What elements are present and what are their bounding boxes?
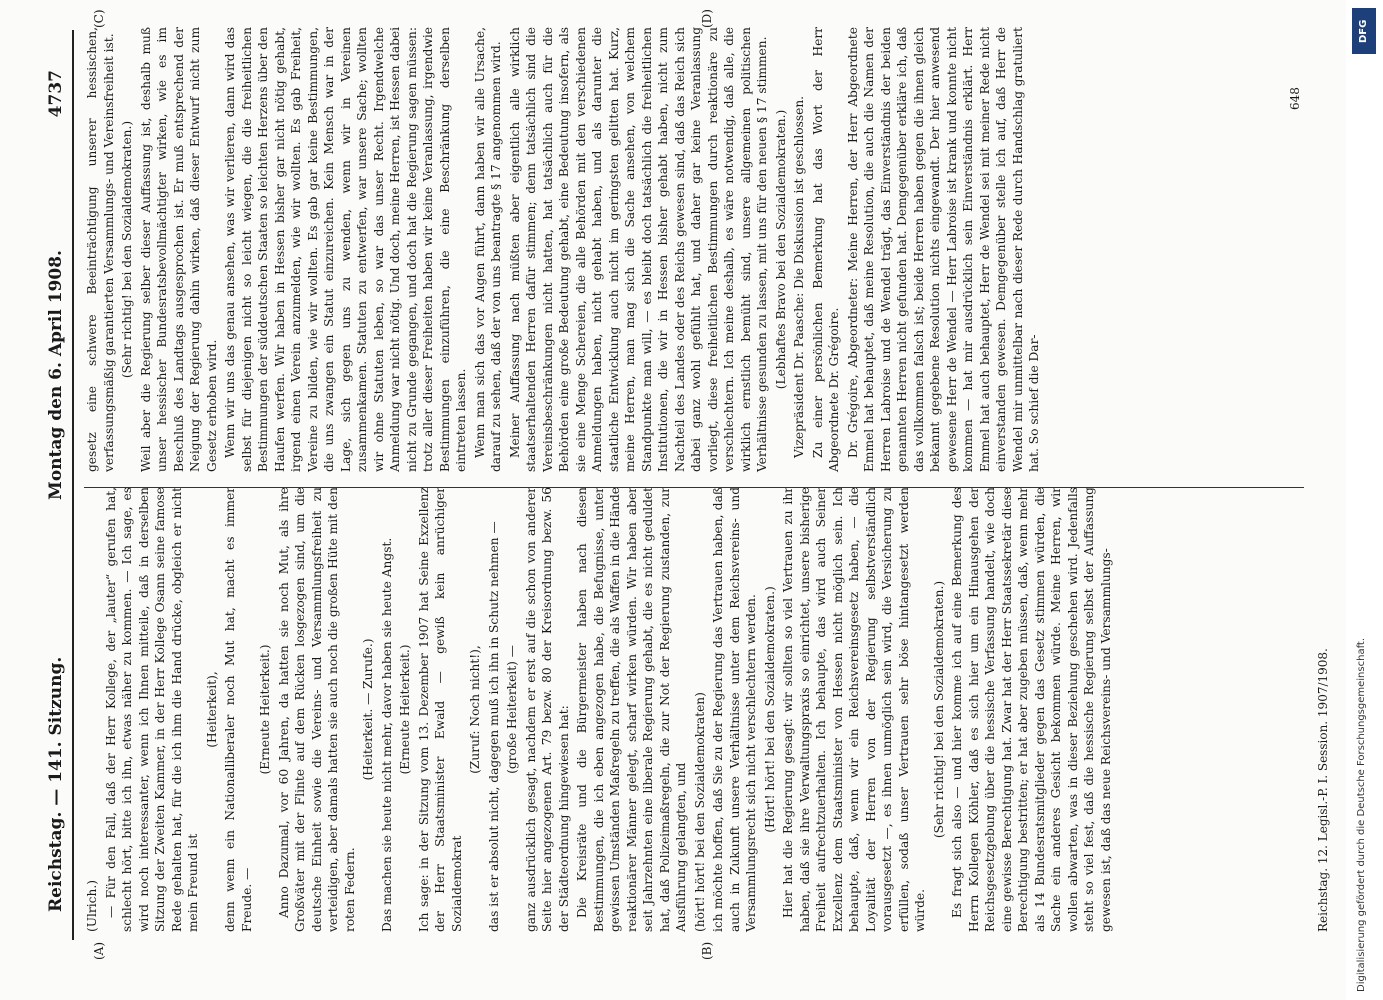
- dfg-credit: Digitalisierung gefördert durch die Deutsche Forschungsgemeinschaft.: [1356, 637, 1367, 992]
- paragraph: (Sehr richtig! bei den Sozialdemokraten.): [931, 580, 946, 839]
- paragraph: (Heiterkeit. — Zurufe.): [361, 638, 375, 781]
- page-number: 4737: [46, 70, 66, 118]
- dfg-logo: DFG: [1352, 8, 1376, 54]
- right-column: [84, 27, 1045, 472]
- margin-marker-a: (A): [92, 941, 106, 960]
- paragraph: Anno Dazumal, vor 60 Jahren, da hatten sie noch Mut, als ihre Großväter mit der Flinte auf dem Rücken losgezogen sind, um die deutsche Einheit sowie die Vereins- und Versammlungsfreiheit zu verteidigen, aber damals hatten sie auch noch die großen Hüte mit den roten Federn.: [276, 487, 357, 932]
- paragraph: (Erneute Heiterkeit.): [258, 644, 272, 775]
- paragraph: (Ulrich.): [85, 880, 99, 932]
- left-column: [84, 487, 1116, 932]
- paragraph: das ist er absolut nicht, dagegen muß ich ihn in Schutz nehmen —: [486, 521, 501, 932]
- paragraph: (Lebhaftes Bravo bei den Sozialdemokraten.): [773, 109, 788, 390]
- header-rule: [72, 30, 74, 940]
- paragraph: Meiner Auffassung nach müßten aber eigentlich alle wirklich staatserhaltenden Herren dafür stimmen; denn tatsächlich sind die Vereinsbeschränkungen nicht hatten, hat tatsächlich auch für die Behörden eine große Bedeutung gehabt, eine Bedeutung insofern, als sie eine Menge Schereien, die alle Behörden mit den verschiedenen Anmeldungen haben, nicht gehabt haben, und als darunter die staatliche Entwicklung auch nicht im geringsten gelitten hat. Kurz, meine Herren, man mag sich die Sache ansehen, von welchem Standpunkte man will, — es bleibt doch tatsächlich die freiheitlichen Institutionen, die wir in Hessen bisher gehabt haben, nicht zum Nachteil des Landes oder des Reichs gewesen sind, daß das Reich sich dabei ganz wohl gefühlt hat, und daher gar keine Veranlassung vorliegt, diese freiheitlichen Bestimmungen durch reaktionäre zu verschlechtern. Ich meine deshalb, es wäre notwendig, daß alle, die wirklich ernstlich bemüht sind, unsere allgemeinen politischen Verhältnisse gesunden zu lassen, mit uns für den neuen § 17 stimmen.: [507, 27, 769, 472]
- header-session: Reichstag. — 141. Sitzung.: [46, 656, 66, 912]
- paragraph: Vizepräsident Dr. Paasche: Die Diskussion ist geschlossen.: [792, 95, 806, 458]
- paragraph: (Erneute Heiterkeit.): [398, 644, 412, 775]
- paragraph: Die Kreisräte und die Bürgermeister haben nach diesen Bestimmungen, die ich eben angezogen habe, die Befugnisse, unter gewissen Umständen Maßregeln zu treffen, die als Waffen in die Hände reaktionärer Männer gelegt, scharf wirken würden. Wir haben aber seit Jahrzehnten eine liberale Regierung gehabt, die es nicht geduldet hat, daß Polizeimaßregeln, die zur Not der Regierung zustanden, zur Ausführung gelangten, und: [575, 487, 688, 932]
- paragraph: Wenn man sich das vor Augen führt, dann haben wir alle Ursache, darauf zu sehen, daß der von uns beantragte § 17 angenommen wird.: [472, 27, 503, 472]
- margin-marker-d: (D): [700, 9, 714, 28]
- paragraph: Ich sage: in der Sitzung vom 13. Dezember 1907 hat Seine Exzellenz der Herr Staatsminister Ewald — gewiß kein anrüchiger Sozialdemokrat: [416, 487, 464, 932]
- digitization-sidebar: [1346, 0, 1383, 1000]
- paragraph: (Heiterkeit),: [204, 671, 219, 748]
- paragraph: Wenn wir uns das genau ansehen, was wir verlieren, dann wird das selbst für diejenigen nicht so leicht wiegen, die die freiheitlichen Bestimmungen der süddeutschen Staaten so leichten Herzens über den Haufen werfen. Wir haben in Hessen bisher gar nicht nötig gehabt, irgend einen Verein anzumelden, wie wir wollten. Es gab Freiheit, Vereine zu bilden, wie wir wollten. Es gab gar keine Bestimmungen, die uns zwangen ein Statut einzureichen. Kein Mensch war in der Lage, sich gegen uns zu wenden, wenn wir in Vereinen zusammenkamen. Statuten zu entwerfen, war unsere Sache; wollten wir ohne Statuten leben, so war das unser Recht. Irgendwelche Anmeldung war nicht nötig. Und doch, meine Herren, ist Hessen dabei nicht zu Grunde gegangen, und doch hat die Regierung sagen müssen: trotz aller dieser Freiheiten haben wir keine Veranlassung, irgendwie Bestimmungen einzuführen, die eine Beschränkung derselben eintreten lassen.: [223, 27, 468, 472]
- paragraph: Zu einer persönlichen Bemerkung hat das Wort der Herr Abgeordnete Dr. Grégoire.: [810, 27, 841, 472]
- sheet-number: 648: [1288, 87, 1302, 110]
- paragraph: (Sehr richtig! bei den Sozialdemokraten.): [120, 120, 134, 379]
- paragraph: ganz ausdrücklich gesagt, nachdem er erst auf die schon von anderer Seite hier angezogenen Art. 79 bezw. 80 der Kreisordnung bezw. 56 der Städteordnung hingewiesen hat:: [523, 487, 571, 932]
- paragraph: ich möchte hoffen, daß Sie zu der Regierung das Vertrauen haben, daß auch in Zukunft unsere Verhältnisse unter dem Reichsvereins- und Versammlungsrecht sich nicht verschlechtern werden.: [711, 487, 758, 932]
- page-header: [42, 40, 70, 930]
- paragraph: Dr. Grégoire, Abgeordneter: Meine Herren, der Herr Abgeordnete Emmel hat behauptet, daß meine Resolution, die auch die Namen der Herren Labroise und de Wendel trägt, das Einverständnis der beiden genannten Herren nicht gefunden hat. Demgegenüber erkläre ich, daß das vollkommen falsch ist; beide Herren haben gegen die ihnen gleich bekannt gegebene Resolution nichts eingewandt. Der hier anwesend gewesene Herr de Wendel — Herr Labroise ist krank und konnte nicht kommen — hat mir ausdrücklich sein Einverständnis erklärt. Herr Emmel hat auch behauptet, Herr de Wendel sei mit meiner Rede nicht einverstanden gewesen. Demgegenüber stelle ich auf, daß Herr de Wendel mir unmittelbar nach dieser Rede durch Handschlag gratuliert hat. So schief die Dar-: [845, 27, 1041, 472]
- paragraph: Weil aber die Regierung selber dieser Auffassung ist, deshalb muß unser hessischer Bundesratsbevollmächtigter wirken, wie es im Beschluß des Landtags ausgesprochen ist. Er muß entsprechend der Neigung der Regierung dahin wirken, daß dieser Entwurf nicht zum Gesetz erhoben wird.: [138, 27, 219, 472]
- column-divider: [84, 487, 1304, 488]
- paragraph: (hört! hört! bei den Sozialdemokraten): [692, 692, 707, 932]
- paragraph: gesetz eine schwere Beeinträchtigung unserer hessischen, verfassungsmäßig garantierten Versammlungs- und Vereinsfreiheit ist.: [85, 27, 116, 472]
- paragraph: Es fragt sich also — und hier komme ich auf eine Bemerkung des Herrn Kollegen Köhler, daß es sich hier um ein Hinausgehen der Reichsgesetzgebung über die hessische Verfassung handelt, wie doch eine gewisse Berechtigung hat. Zwar hat der Herr Staatssekretär diese Berechtigung bestritten; er hat aber zugeben müssen, daß, wenn mehr als 14 Bundesratsmitglieder gegen das Gesetz stimmen würden, die Sache ein anderes Gesicht bekommen würde. Meine Herren, wir wollen abwarten, was in dieser Beziehung geschehen wird. Jedenfalls steht so viel fest, daß die hessische Regierung selbst der Auffassung gewesen ist, daß das neue Reichsvereins- und Versammlungs-: [950, 487, 1113, 932]
- paragraph: denn wenn ein Nationalliberaler noch Mut hat, macht es immer Freude. —: [223, 487, 254, 932]
- margin-marker-c: (C): [92, 9, 106, 28]
- paragraph: (Hört! hört! bei den Sozialdemokraten.): [762, 586, 777, 833]
- paragraph: (Zuruf: Noch nicht!),: [468, 645, 482, 774]
- paragraph: Das machen sie heute nicht mehr, davor haben sie heute Angst.: [379, 537, 394, 932]
- footer-legislature: Reichstag. 12. Legisl.-P. I. Session. 1907/1908.: [1316, 648, 1330, 932]
- paragraph: (große Heiterkeit) —: [505, 645, 519, 774]
- paragraph: Hier hat die Regierung gesagt: wir sollten so viel Vertrauen zu ihr haben, daß sie ihre Verwaltungspraxis so einrichtet, unsere bisherige Freiheit aufrechtzuerhalten. Ich behaupte, das wird auch Seiner Exzellenz dem Staatsminister von Hessen nicht möglich sein. Ich behaupte, daß, wenn wir ein Reichsvereinsgesetz haben, — die Loyalität der Herren von der Regierung selbstverständlich vorausgesetzt —, es ihnen unmöglich sein wird, die Versicherung zu erfüllen, sodaß unser Vertrauen sehr böse hintangesetzt werden würde.: [781, 487, 927, 932]
- margin-marker-b: (B): [700, 941, 714, 960]
- header-date: Montag den 6. April 1908.: [46, 250, 66, 500]
- paragraph: — Für den Fall, daß der Herr Kollege, der „lauter“ gerufen hat, schlecht hört, bitte ich ihn, etwas näher zu kommen. — Ich sage, es wird noch interessanter, wenn ich Ihnen mitteile, daß in derselben Sitzung der Zweiten Kammer, in der Herr Kollege Osann seine famose Rede gehalten hat, für die ich ihm die Hand drücke, obgleich er nicht mein Freund ist: [103, 487, 200, 932]
